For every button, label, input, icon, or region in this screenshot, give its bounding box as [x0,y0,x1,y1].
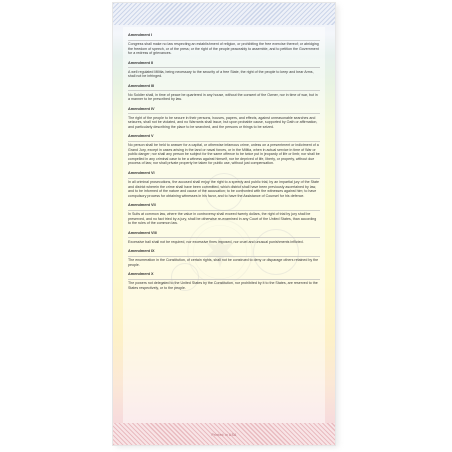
amendment-2 [128,61,320,79]
amendment-heading: Amendment III [128,83,155,88]
amendment-text: The right of the people to be secure in their persons, houses, papers, and effects, against unreasonable searches and seizures, shall not be violated, and no Warrants shall issue, but upon probable cause, supported by Oath or affirmation, and particularly describing the place to be searched, and the persons or things to be seized. [128,115,318,129]
amendment-5 [128,134,320,166]
amendment-heading: Amendment IX [128,249,155,254]
amendment-heading: Amendment V [128,134,154,139]
amendment-7 [128,203,320,226]
amendment-4 [128,107,320,130]
amendment-heading: Amendment IV [128,106,155,111]
divider [128,178,320,179]
divider [128,141,320,142]
amendment-6 [128,171,320,198]
amendment-heading: Amendment II [128,60,154,65]
divider [128,90,320,91]
divider [128,210,320,211]
footer-signature: Printed in USA [211,433,237,437]
amendment-heading: Amendment X [128,272,154,277]
amendments-list [128,33,320,295]
divider [128,67,320,68]
divider [128,279,320,280]
amendment-text: No person shall be held to answer for a capital, or otherwise infamous crime, unless on a presentment or indictment of a Grand Jury, except in cases arising in the land or naval forces, or in the Militia, when in actual service in time of War or public danger; nor shall any person be subject for the same offence to be twice put in jeopardy of life or limb; nor shall be compelled in any criminal case to be a witness against himself, nor be deprived of life, liberty, or property, without due process of law; nor shall private property be taken for public use, without just compensation. [128,143,320,166]
amendment-text: Excessive bail shall not be required, nor excessive fines imposed, nor cruel and unusual punishments inflicted. [128,239,304,244]
amendment-heading: Amendment VI [128,170,155,175]
top-stripe-border [113,3,335,25]
amendment-9 [128,249,320,267]
bill-of-rights-scroll [112,2,336,446]
document-sheet [123,27,325,423]
divider [128,237,320,238]
amendment-text: The powers not delegated to the United States by the Constitution, nor prohibited by it to the States, are reserved to the States respectively, or to the people. [128,281,318,290]
amendment-heading: Amendment I [128,33,153,37]
amendment-text: In all criminal prosecutions, the accused shall enjoy the right to a speedy and public trial, by an impartial jury of the State and district wherein the crime shall have been committed, which district shall have been previously ascertained by law, and to be informed of the nature and cause of the accusation; to be confronted with the witnesses against him; to have compulsory process for obtaining witnesses in his favor, and to have the Assistance of Counsel for his defence. [128,180,319,198]
amendment-text: In Suits at common law, where the value in controversy shall exceed twenty dollars, the right of trial by jury shall be preserved, and no fact tried by a jury, shall be otherwise re-examined in any Court of the United States, than according to the rules of the common law. [128,212,317,226]
amendment-text: A well regulated Militia, being necessary to the security of a free State, the right of the people to keep and bear Arms, shall not be infringed. [128,69,314,79]
amendment-heading: Amendment VII [128,203,156,208]
amendment-text: No Soldier shall, in time of peace be quartered in any house, without the consent of the Owner, nor in time of war, but in a manner to be prescribed by law. [128,92,318,102]
divider [128,40,320,41]
amendment-3 [128,84,320,102]
amendment-8 [128,231,320,245]
amendment-1 [128,33,320,56]
divider [128,256,320,257]
divider [128,113,320,114]
amendment-text: The enumeration in the Constitution, of certain rights, shall not be construed to deny or disparage others retained by the people. [128,258,319,267]
amendment-10 [128,272,320,290]
amendment-text: Congress shall make no law respecting an establishment of religion, or prohibiting the free exercise thereof; or abridging the freedom of speech, or of the press; or the right of the people peaceably to assemble, and to petition the Government for a redress of grievances. [128,42,319,56]
amendment-heading: Amendment VIII [128,230,157,235]
